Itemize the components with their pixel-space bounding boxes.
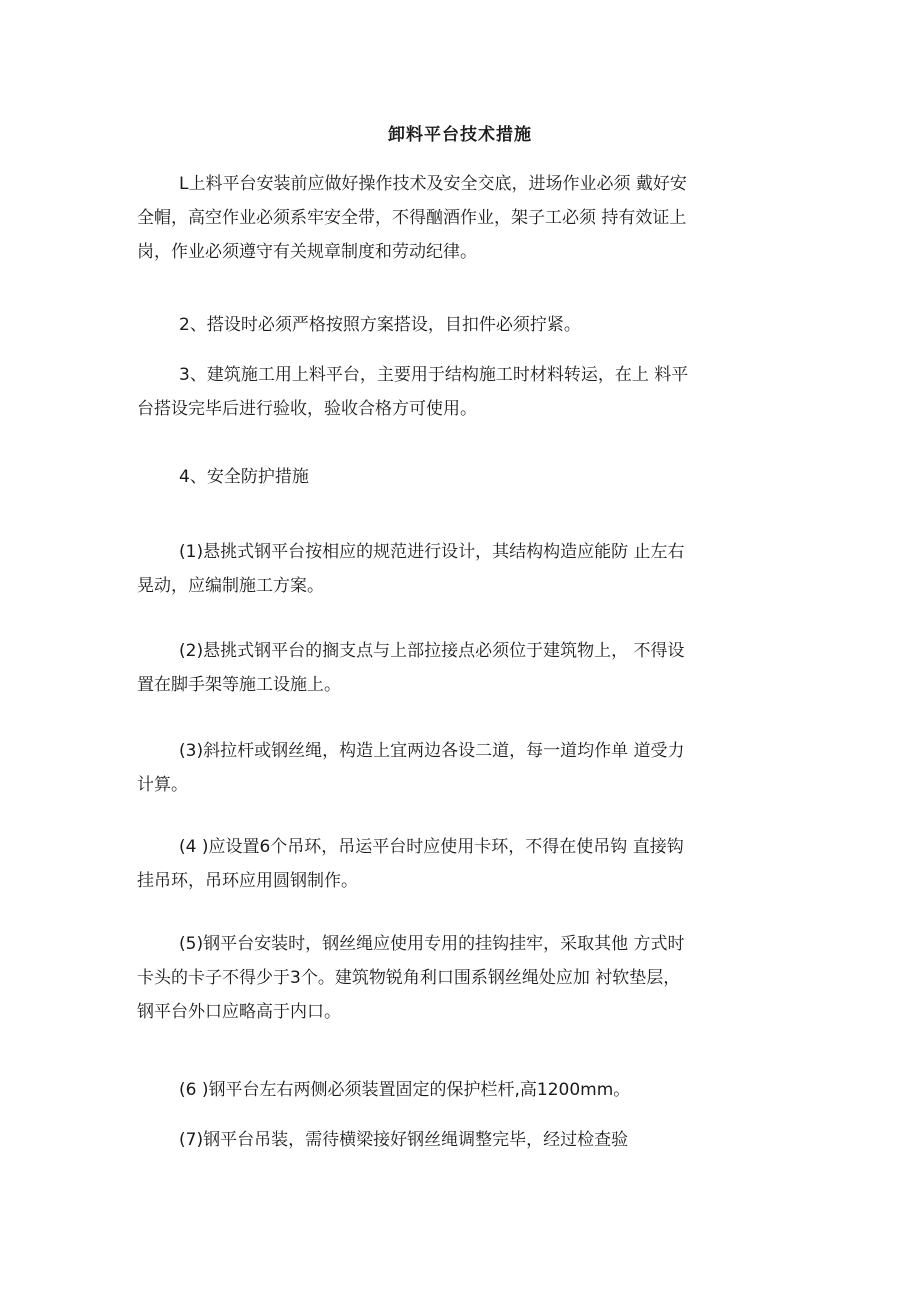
paragraph-line: 4、安全防护措施 <box>179 467 309 487</box>
paragraph-line: (2)悬挑式钢平台的搁支点与上部拉接点必须位于建筑物上， 不得设 <box>179 641 685 661</box>
paragraph-1 <box>137 167 787 269</box>
paragraph-line: 晃动，应编制施工方案。 <box>137 576 324 596</box>
paragraph-line: (5)钢平台安装时，钢丝绳应使用专用的挂钩挂牢，采取其他 方式时 <box>179 934 685 954</box>
paragraph-10 <box>137 1073 787 1107</box>
paragraph-line: 岗，作业必须遵守有关规章制度和劳动纪律。 <box>137 242 477 262</box>
paragraph-line: 挂吊环，吊环应用圆钢制作。 <box>137 871 358 891</box>
paragraph-line: 钢平台外口应略高于内口。 <box>137 1002 341 1022</box>
paragraph-8 <box>137 830 787 898</box>
paragraph-line: 计算。 <box>137 775 188 795</box>
paragraph-line: L上料平台安装前应做好操作技术及安全交底，进场作业必须 戴好安 <box>179 174 687 194</box>
paragraph-line: 2、搭设时必须严格按照方案搭设，目扣件必须拧紧。 <box>179 315 581 335</box>
paragraph-line: 卡头的卡子不得少于3个。建筑物锐角利口围系钢丝绳处应加 衬软垫层， <box>137 968 681 988</box>
paragraph-line: (6 )钢平台左右两侧必须装置固定的保护栏杆,高1200mm。 <box>179 1080 631 1100</box>
paragraph-line: (1)悬挑式钢平台按相应的规范进行设计，其结构构造应能防 止左右 <box>179 542 685 562</box>
paragraph-line: 置在脚手架等施工设施上。 <box>137 675 341 695</box>
paragraph-line: (4 )应设置6个吊环，吊运平台时应使用卡环，不得在使吊钩 直接钩 <box>179 837 684 857</box>
paragraph-4 <box>137 460 787 494</box>
paragraph-line: (7)钢平台吊装，需待横梁接好钢丝绳调整完毕，经过检查验 <box>179 1130 629 1150</box>
paragraph-6 <box>137 634 787 702</box>
paragraph-11 <box>137 1123 787 1157</box>
paragraph-3 <box>137 358 787 426</box>
paragraph-7 <box>137 734 787 802</box>
paragraph-line: 全帽，高空作业必须系牢安全带，不得酗酒作业，架子工必须 持有效证上 <box>137 208 687 228</box>
paragraph-line: 3、建筑施工用上料平台，主要用于结构施工时材料转运，在上 料平 <box>179 365 689 385</box>
paragraph-5 <box>137 535 787 603</box>
document-title: 卸料平台技术措施 <box>388 125 532 145</box>
paragraph-2 <box>137 308 787 342</box>
paragraph-9 <box>137 927 787 1029</box>
paragraph-line: 台搭设完毕后进行验收，验收合格方可使用。 <box>137 399 477 419</box>
paragraph-line: (3)斜拉杆或钢丝绳，构造上宜两边各设二道，每一道均作单 道受力 <box>179 741 685 761</box>
